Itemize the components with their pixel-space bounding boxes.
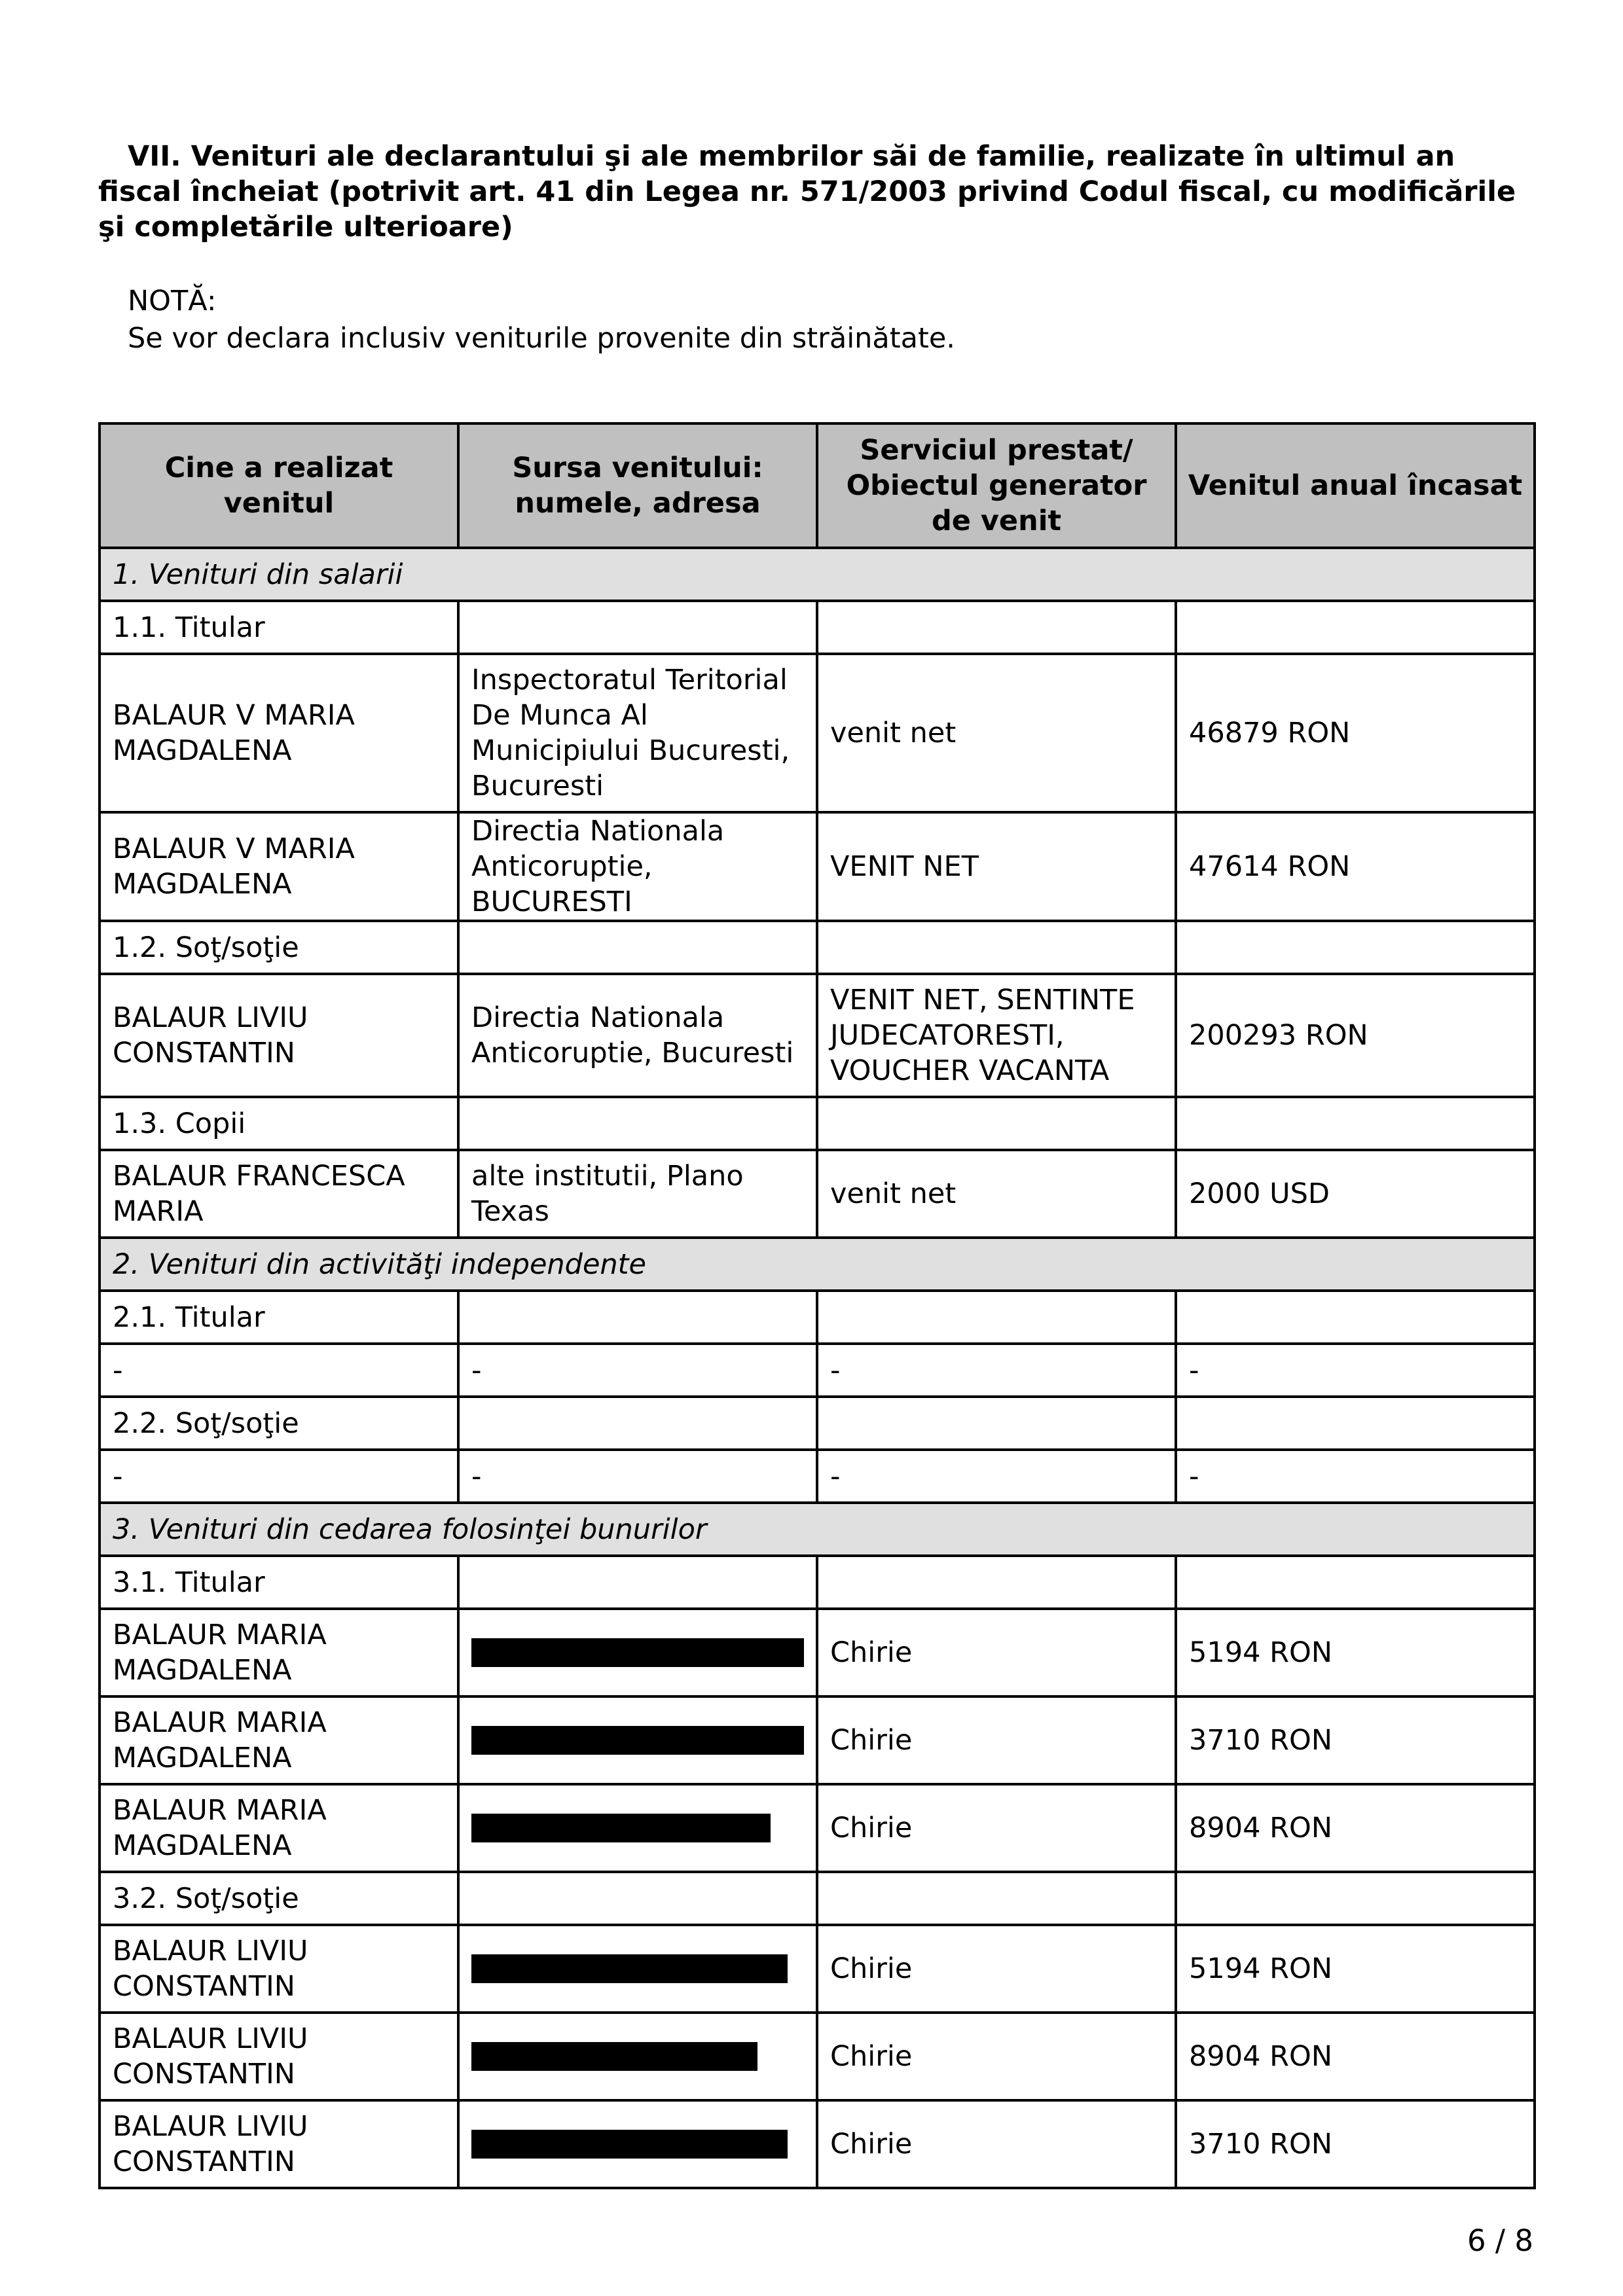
income-source: Directia Nationala Anticoruptie, BUCURESTI <box>458 812 817 921</box>
redaction-bar <box>471 1726 804 1755</box>
subsection-label: 1.3. Copii <box>100 1097 458 1150</box>
page-number: 6 / 8 <box>1467 2223 1533 2258</box>
income-amount: 8904 RON <box>1176 2013 1535 2100</box>
empty-cell <box>817 1556 1176 1609</box>
income-service: VENIT NET, SENTINTE JUDECATORESTI, VOUCHER VACANTA <box>817 974 1176 1097</box>
section-label: 3. Venituri din cedarea folosinţei bunurilor <box>100 1503 1535 1556</box>
section-label: 2. Venituri din activităţi independente <box>100 1238 1535 1291</box>
empty-cell <box>1176 921 1535 974</box>
empty-cell <box>458 1556 817 1609</box>
income-table <box>98 422 1536 2189</box>
income-earner: BALAUR MARIA MAGDALENA <box>100 1696 458 1784</box>
income-earner: BALAUR LIVIU CONSTANTIN <box>100 2013 458 2100</box>
section-row <box>100 1238 1535 1291</box>
subsection-label: 2.2. Soţ/soţie <box>100 1397 458 1450</box>
section-label: 1. Venituri din salarii <box>100 548 1535 601</box>
subsection-row <box>100 601 1535 654</box>
subsection-label: 3.1. Titular <box>100 1556 458 1609</box>
income-service: Chirie <box>817 1925 1176 2013</box>
subsection-row <box>100 921 1535 974</box>
table-row <box>100 812 1535 921</box>
empty-cell <box>1176 1291 1535 1344</box>
income-source: alte institutii, Plano Texas <box>458 1150 817 1238</box>
table-row <box>100 974 1535 1097</box>
section-heading <box>98 139 1539 245</box>
section-row <box>100 1503 1535 1556</box>
income-amount: 47614 RON <box>1176 812 1535 921</box>
table-row <box>100 2013 1535 2100</box>
header-who: Cine a realizat venitul <box>100 423 458 548</box>
section-number: VII. <box>128 140 181 173</box>
table-row <box>100 1150 1535 1238</box>
empty-cell <box>1176 601 1535 654</box>
header-source: Sursa venitului: numele, adresa <box>458 423 817 548</box>
income-source <box>458 1696 817 1784</box>
empty-cell <box>458 1872 817 1925</box>
income-service: venit net <box>817 654 1176 812</box>
income-earner: BALAUR LIVIU CONSTANTIN <box>100 1925 458 2013</box>
income-earner: BALAUR LIVIU CONSTANTIN <box>100 2100 458 2188</box>
income-service: Chirie <box>817 2013 1176 2100</box>
income-amount: 46879 RON <box>1176 654 1535 812</box>
subsection-row <box>100 1397 1535 1450</box>
redaction-bar <box>471 2042 757 2071</box>
header-amount: Venitul anual încasat <box>1176 423 1535 548</box>
subsection-label: 1.1. Titular <box>100 601 458 654</box>
income-amount: 5194 RON <box>1176 1609 1535 1696</box>
subsection-row <box>100 1097 1535 1150</box>
income-amount: - <box>1176 1344 1535 1397</box>
empty-cell <box>817 1872 1176 1925</box>
income-earner: - <box>100 1344 458 1397</box>
redaction-bar <box>471 2130 788 2159</box>
empty-cell <box>1176 1872 1535 1925</box>
income-service: Chirie <box>817 1696 1176 1784</box>
table-row <box>100 1696 1535 1784</box>
income-service: Chirie <box>817 1609 1176 1696</box>
section-title: Venituri ale declarantului şi ale membrilor săi de familie, realizate în ultimul an fiscal încheiat (potrivit art. 41 din Legea nr. 571/2003 privind Codul fiscal, cu modificările şi completările ulterioare) <box>98 140 1516 243</box>
income-amount: 3710 RON <box>1176 2100 1535 2188</box>
section-row <box>100 548 1535 601</box>
income-amount: 200293 RON <box>1176 974 1535 1097</box>
income-earner: BALAUR MARIA MAGDALENA <box>100 1609 458 1696</box>
empty-cell <box>1176 1097 1535 1150</box>
empty-cell <box>817 1097 1176 1150</box>
note-label: NOTĂ: <box>128 285 217 317</box>
income-source <box>458 1925 817 2013</box>
income-source: - <box>458 1344 817 1397</box>
note-block <box>128 283 1535 357</box>
income-source: Inspectoratul Teritorial De Munca Al Municipiului Bucuresti, Bucuresti <box>458 654 817 812</box>
income-amount: 8904 RON <box>1176 1784 1535 1872</box>
income-earner: - <box>100 1450 458 1503</box>
income-earner: BALAUR FRANCESCA MARIA <box>100 1150 458 1238</box>
empty-cell <box>458 921 817 974</box>
income-amount: - <box>1176 1450 1535 1503</box>
table-row <box>100 1450 1535 1503</box>
income-source <box>458 1609 817 1696</box>
empty-cell <box>1176 1397 1535 1450</box>
empty-cell <box>817 601 1176 654</box>
income-service: venit net <box>817 1150 1176 1238</box>
income-service: VENIT NET <box>817 812 1176 921</box>
income-source <box>458 2013 817 2100</box>
income-table-body <box>100 548 1535 2188</box>
table-row <box>100 1609 1535 1696</box>
table-row <box>100 1784 1535 1872</box>
subsection-row <box>100 1872 1535 1925</box>
header-service: Serviciul prestat/ Obiectul generator de venit <box>817 423 1176 548</box>
income-service: Chirie <box>817 1784 1176 1872</box>
income-amount: 3710 RON <box>1176 1696 1535 1784</box>
income-earner: BALAUR MARIA MAGDALENA <box>100 1784 458 1872</box>
subsection-label: 3.2. Soţ/soţie <box>100 1872 458 1925</box>
income-amount: 5194 RON <box>1176 1925 1535 2013</box>
income-amount: 2000 USD <box>1176 1150 1535 1238</box>
table-row <box>100 1925 1535 2013</box>
empty-cell <box>817 1291 1176 1344</box>
redaction-bar <box>471 1814 771 1842</box>
note-text: Se vor declara inclusiv veniturile provenite din străinătate. <box>128 322 955 355</box>
empty-cell <box>458 1291 817 1344</box>
empty-cell <box>458 601 817 654</box>
table-header-row <box>100 423 1535 548</box>
income-source <box>458 1784 817 1872</box>
subsection-row <box>100 1556 1535 1609</box>
subsection-label: 2.1. Titular <box>100 1291 458 1344</box>
table-row <box>100 654 1535 812</box>
income-service: - <box>817 1450 1176 1503</box>
empty-cell <box>458 1397 817 1450</box>
income-service: - <box>817 1344 1176 1397</box>
redaction-bar <box>471 1638 804 1667</box>
income-earner: BALAUR LIVIU CONSTANTIN <box>100 974 458 1097</box>
empty-cell <box>817 921 1176 974</box>
redaction-bar <box>471 1954 788 1983</box>
empty-cell <box>817 1397 1176 1450</box>
income-source: Directia Nationala Anticoruptie, Bucuresti <box>458 974 817 1097</box>
income-earner: BALAUR V MARIA MAGDALENA <box>100 654 458 812</box>
table-row <box>100 1344 1535 1397</box>
income-earner: BALAUR V MARIA MAGDALENA <box>100 812 458 921</box>
empty-cell <box>1176 1556 1535 1609</box>
income-service: Chirie <box>817 2100 1176 2188</box>
table-row <box>100 2100 1535 2188</box>
subsection-label: 1.2. Soţ/soţie <box>100 921 458 974</box>
income-source: - <box>458 1450 817 1503</box>
empty-cell <box>458 1097 817 1150</box>
income-source <box>458 2100 817 2188</box>
subsection-row <box>100 1291 1535 1344</box>
